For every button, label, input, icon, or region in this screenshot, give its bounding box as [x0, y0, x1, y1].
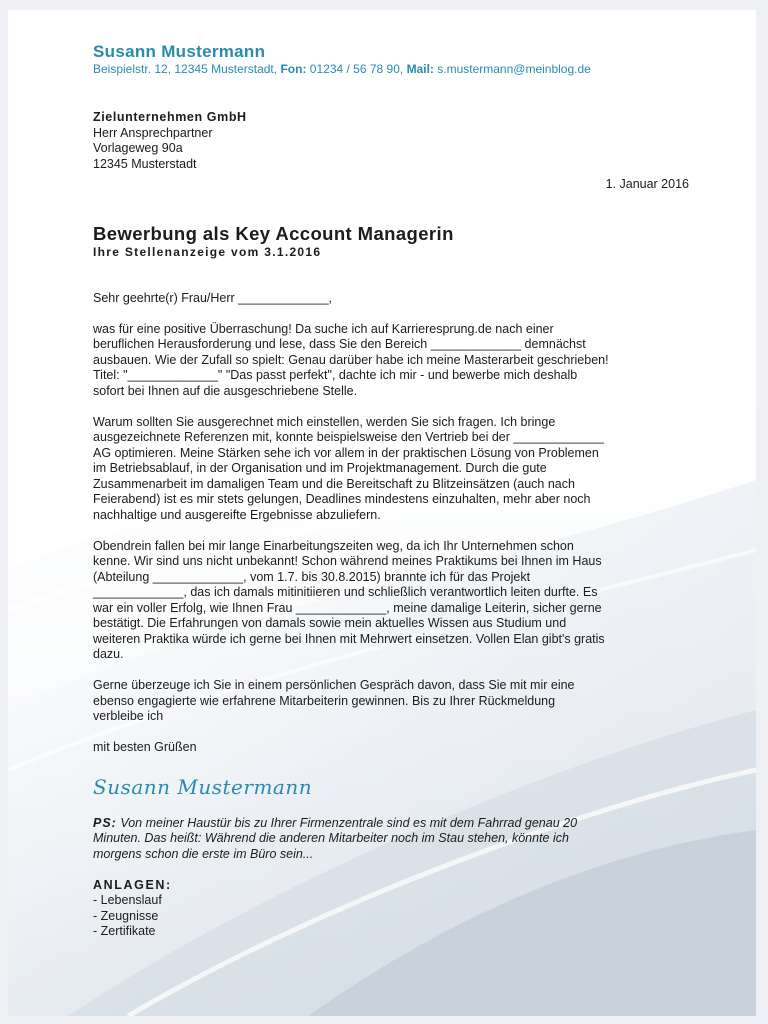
- text-line: im Betriebsablauf, in der Organisation und im Projektmanagement. Durch die gute: [93, 461, 547, 475]
- paragraph-1: [93, 322, 693, 400]
- text-line: was für eine positive Überraschung! Da suche ich auf Karrieresprung.de nach einer: [93, 321, 554, 336]
- text-line: Feierabend) ist es mir stets gelungen, Deadlines mindestens einzuhalten, mehr aber noch: [93, 492, 591, 506]
- text-line: beruflichen Herausforderung und lese, dass Sie den Bereich _____________ demnächst: [93, 337, 586, 351]
- text-line: nachhaltige und ausgereifte Ergebnisse abzuliefern.: [93, 507, 381, 522]
- text-line: Gerne überzeuge ich Sie in einem persönlichen Gespräch davon, dass Sie mit mir eine: [93, 678, 575, 692]
- text-line: ebenso engagierte wie erfahrene Mitarbeiterin gewinnen. Bis zu Ihrer Rückmeldung: [93, 693, 556, 708]
- postscript: [93, 816, 693, 863]
- sender-address: Beispielstr. 12, 12345 Musterstadt,: [93, 62, 278, 76]
- attachments-title: ANLAGEN:: [93, 877, 172, 892]
- text-line: bestätigt. Die Erfahrungen von damals sowie mein aktuelles Wissen aus Studium und: [93, 616, 567, 630]
- recipient-city: 12345 Musterstadt: [93, 156, 197, 171]
- ps-line: Minuten. Das heißt: Während die anderen Mitarbeiter noch im Stau stehen, könnte ich: [93, 831, 569, 845]
- text-line: war ein voller Erfolg, wie Ihnen Frau _____________, meine damalige Leiterin, sicher gerne: [93, 600, 602, 615]
- text-line: ausbauen. Wie der Zufall so spielt: Genau darüber habe ich meine Masterarbeit geschrieben!: [93, 352, 609, 367]
- paragraph-4: [93, 678, 693, 725]
- text-line: (Abteilung _____________, vom 1.7. bis 30.8.2015) brannte ich für das Projekt: [93, 569, 531, 584]
- signature-image: [93, 768, 313, 808]
- text-line: verbleibe ich: [93, 709, 164, 723]
- text-line: Titel: "_____________" "Das passt perfekt", dachte ich mir - und bewerbe mich deshalb: [93, 368, 578, 382]
- sender-mail: s.mustermann@meinblog.de: [437, 62, 591, 76]
- signature: [93, 768, 693, 808]
- letter-page: [8, 10, 756, 1016]
- text-line: ausgezeichnete Referenzen mit, konnte beispielsweise den Vertrieb bei der _____________: [93, 430, 604, 444]
- attachment-item: - Zertifikate: [93, 924, 156, 938]
- ps-label: PS:: [93, 815, 117, 830]
- sender-contact-line: [93, 62, 693, 77]
- sender-name: Susann Mustermann: [93, 42, 266, 61]
- mail-label: Mail:: [406, 62, 434, 76]
- recipient-address: [93, 110, 693, 172]
- text-line: dazu.: [93, 647, 124, 661]
- text-line: sofort bei Ihnen auf die ausgeschriebene Stelle.: [93, 383, 358, 398]
- ps-line: Von meiner Haustür bis zu Ihrer Firmenzentrale sind es mit dem Fahrrad genau 20: [120, 815, 578, 830]
- subject-title: Bewerbung als Key Account Managerin: [93, 222, 454, 244]
- letter-content: [93, 42, 693, 940]
- sender-phone: 01234 / 56 78 90,: [309, 62, 404, 76]
- recipient-company: Zielunternehmen GmbH: [93, 110, 247, 124]
- text-line: Warum sollten Sie ausgerechnet mich einstellen, werden Sie sich fragen. Ich bringe: [93, 414, 556, 429]
- paragraph-3: [93, 539, 693, 663]
- salutation: Sehr geehrte(r) Frau/Herr _____________,: [93, 290, 333, 305]
- attachments-list: [93, 893, 693, 940]
- text-line: AG optimieren. Meine Stärken sehe ich vor allem in der praktischen Lösung von Problemen: [93, 445, 599, 460]
- letter-date: 1. Januar 2016: [605, 177, 689, 191]
- text-line: _____________, das ich damals mitinitiieren und schließlich verantwortlich leiten durfte. Es: [93, 585, 598, 599]
- closing: mit besten Grüßen: [93, 740, 197, 754]
- text-line: weiteren Praktika würde ich gerne bei Ihnen mit Mehrwert einsetzen. Vollen Elan gibt's gratis: [93, 631, 605, 646]
- recipient-street: Vorlageweg 90a: [93, 141, 183, 155]
- text-line: Obendrein fallen bei mir lange Einarbeitungszeiten weg, da ich Ihr Unternehmen schon: [93, 538, 574, 553]
- ps-line: morgens schon die erste im Büro sein...: [93, 846, 314, 861]
- recipient-contact: Herr Ansprechpartner: [93, 125, 213, 140]
- paragraph-2: [93, 415, 693, 524]
- attachment-item: - Zeugnisse: [93, 908, 159, 923]
- attachment-item: - Lebenslauf: [93, 893, 162, 907]
- text-line: Zusammenarbeit im damaligen Team und die Bereitschaft zu Blitzeinsätzen (auch nach: [93, 476, 575, 491]
- subject-reference: Ihre Stellenanzeige vom 3.1.2016: [93, 244, 322, 259]
- phone-label: Fon:: [280, 62, 307, 76]
- signature-text: Susann Mustermann: [93, 774, 313, 799]
- text-line: kenne. Wir sind uns nicht unbekannt! Schon während meines Praktikums bei Ihnen im Haus: [93, 554, 602, 568]
